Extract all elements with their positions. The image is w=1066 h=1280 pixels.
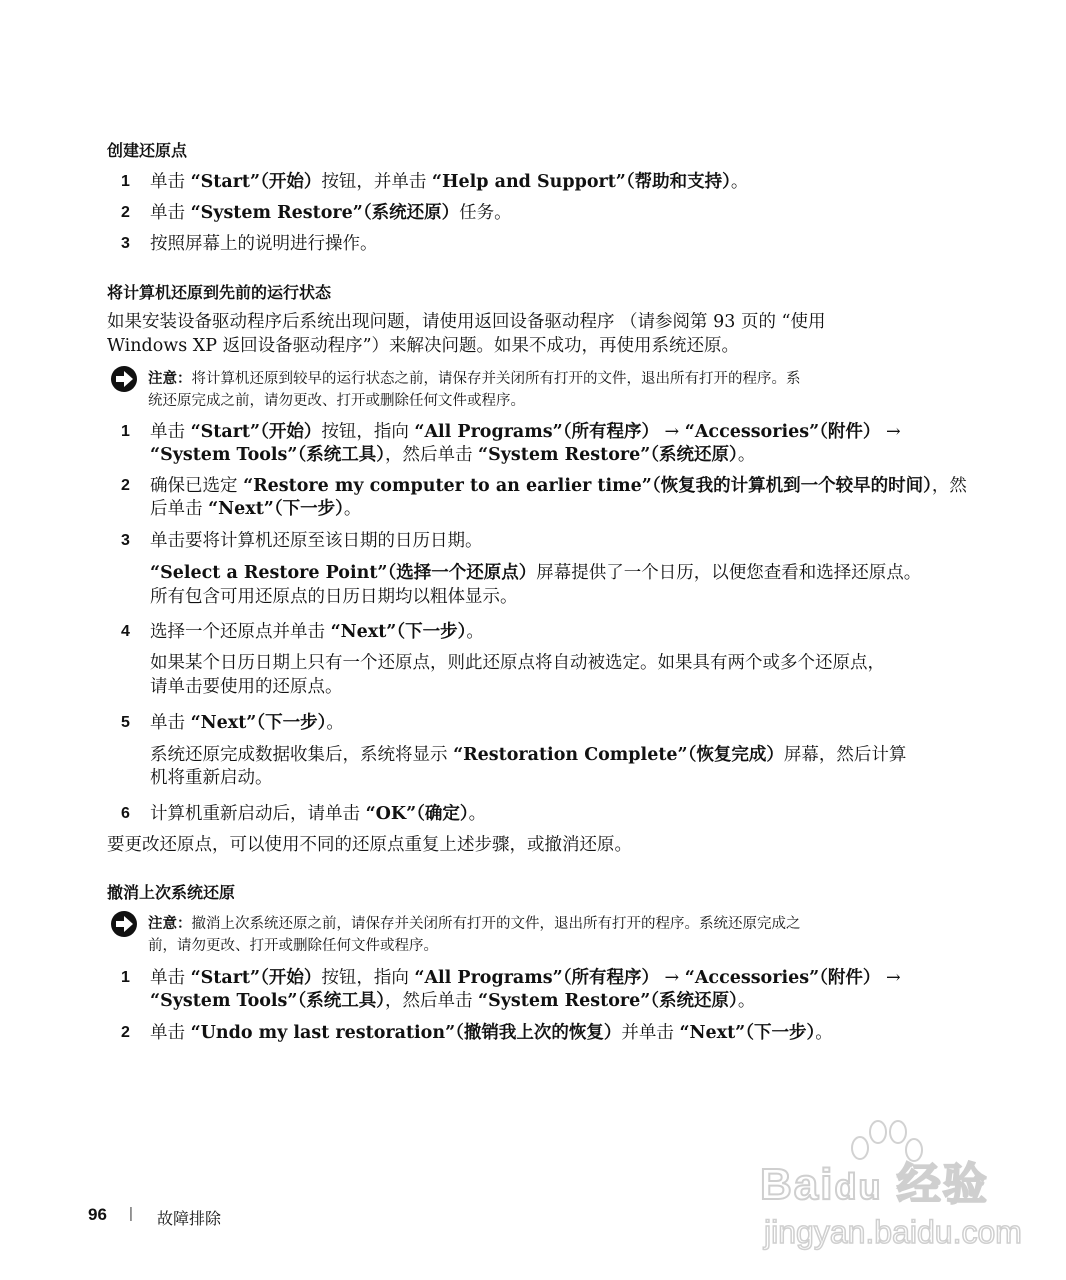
step-text bbox=[150, 621, 484, 643]
notice-text bbox=[148, 913, 801, 935]
footer-separator: | bbox=[129, 1205, 133, 1222]
paragraph-line bbox=[150, 586, 518, 608]
bold-term: “Next”（下一步） bbox=[208, 499, 344, 519]
step-text bbox=[150, 475, 967, 497]
step-text bbox=[150, 233, 378, 255]
text-segment: 按照屏幕上的说明进行操作。 bbox=[150, 234, 378, 254]
text-segment: 确保已选定 bbox=[150, 476, 244, 496]
page-number: 96 bbox=[88, 1205, 107, 1224]
text-segment: 单击 bbox=[150, 713, 191, 733]
bold-term: 注意： bbox=[148, 371, 192, 387]
step-number: 3 bbox=[121, 235, 130, 252]
baidu-jingyan-watermark bbox=[760, 1118, 1022, 1258]
bold-term: “Next”（下一步） bbox=[190, 713, 327, 733]
paragraph-line bbox=[150, 767, 273, 789]
bold-term: “Start”（开始） bbox=[190, 422, 322, 442]
bold-term: “System Restore”（系统还原） bbox=[478, 991, 738, 1011]
text-segment: → bbox=[658, 968, 685, 988]
step-number: 6 bbox=[121, 805, 130, 822]
step-text bbox=[150, 421, 901, 443]
text-segment: 计算机重新启动后，请单击 bbox=[150, 804, 366, 824]
bold-term: “Help and Support”（帮助和支持） bbox=[431, 172, 731, 192]
text-segment: 按钮，指向 bbox=[321, 422, 415, 442]
watermark-logo: Baidu 经验 bbox=[760, 1160, 989, 1209]
text-segment: 单击 bbox=[150, 203, 191, 223]
step-number: 1 bbox=[121, 423, 130, 440]
step-number: 2 bbox=[121, 477, 130, 494]
notice-arrow-icon bbox=[110, 365, 138, 393]
text-segment: 并单击 bbox=[621, 1023, 680, 1043]
paragraph-line bbox=[150, 498, 361, 520]
text-segment: 撤消上次系统还原之前，请保存并关闭所有打开的文件，退出所有打开的程序。系统还原完成之 bbox=[191, 916, 801, 932]
bold-term: “Next”（下一步） bbox=[679, 1023, 816, 1043]
text-segment: 单击要将计算机还原至该日期的日历日期。 bbox=[150, 531, 483, 551]
bold-term: “OK”（确定） bbox=[365, 804, 469, 824]
paragraph-line bbox=[150, 444, 755, 466]
bold-term: “System Tools”（系统工具） bbox=[150, 991, 385, 1011]
text-segment: 单击 bbox=[150, 968, 191, 988]
text-segment: ，然后单击 bbox=[384, 991, 479, 1011]
step-number: 4 bbox=[121, 623, 130, 640]
text-segment: 后单击 bbox=[150, 499, 209, 519]
text-segment: 单击 bbox=[150, 172, 191, 192]
step-text bbox=[150, 202, 512, 224]
bold-term: “System Restore”（系统还原） bbox=[478, 445, 738, 465]
bold-term: “Select a Restore Point”（选择一个还原点） bbox=[150, 563, 537, 583]
notice-text bbox=[148, 390, 525, 412]
text-segment: 前，请勿更改、打开或删除任何文件或程序。 bbox=[148, 938, 438, 954]
bold-term: “System Tools”（系统工具） bbox=[150, 445, 385, 465]
text-segment: 按钮，指向 bbox=[321, 968, 415, 988]
watermark-url: jingyan.baidu.com bbox=[764, 1214, 1022, 1250]
bold-term: “System Restore”（系统还原） bbox=[190, 203, 460, 223]
bold-term: “Accessories”（附件） bbox=[684, 968, 881, 988]
text-segment: 按钮，并单击 bbox=[321, 172, 432, 192]
text-segment: 请单击要使用的还原点。 bbox=[150, 677, 343, 697]
text-segment: → bbox=[658, 422, 685, 442]
step-number: 3 bbox=[121, 532, 130, 549]
bold-term: “Restoration Complete”（恢复完成） bbox=[453, 745, 784, 765]
step-number: 2 bbox=[121, 204, 130, 221]
text-segment: ，然 bbox=[931, 476, 967, 496]
step-number: 5 bbox=[121, 714, 130, 731]
notice-arrow-icon bbox=[110, 910, 138, 938]
text-segment: 要更改还原点，可以使用不同的还原点重复上述步骤，或撤消还原。 bbox=[107, 835, 632, 855]
paragraph-line bbox=[150, 990, 755, 1012]
step-number: 1 bbox=[121, 969, 130, 986]
text-segment: 如果安装设备驱动程序后系统出现问题，请使用返回设备驱动程序 （请参阅第 93 页的 “使用 bbox=[107, 312, 826, 332]
paragraph-line bbox=[107, 834, 632, 856]
step-text bbox=[150, 530, 483, 552]
text-segment: 单击 bbox=[150, 422, 191, 442]
text-segment: 系统还原完成数据收集后，系统将显示 bbox=[150, 745, 454, 765]
step-number: 1 bbox=[121, 173, 130, 190]
section-heading bbox=[107, 282, 331, 304]
bold-term: “Restore my computer to an earlier time”（恢复我的计算机到一个较早的时间） bbox=[243, 476, 932, 496]
paragraph-line bbox=[107, 335, 739, 357]
step-text bbox=[150, 967, 901, 989]
text-segment: 。 bbox=[737, 991, 756, 1011]
bold-term: “Accessories”（附件） bbox=[684, 422, 881, 442]
text-segment: 。 bbox=[343, 499, 362, 519]
text-segment: 。 bbox=[730, 172, 749, 192]
bold-term: “Next”（下一步） bbox=[330, 622, 467, 642]
text-segment: 如果某个日历日期上只有一个还原点，则此还原点将自动被选定。如果具有两个或多个还原点， bbox=[150, 653, 885, 673]
text-segment: 创建还原点 bbox=[107, 141, 188, 160]
text-segment: 。 bbox=[326, 713, 344, 733]
text-segment: 统还原完成之前，请勿更改、打开或删除任何文件或程序。 bbox=[148, 393, 525, 409]
step-text bbox=[150, 803, 486, 825]
chapter-title: 故障排除 bbox=[157, 1209, 222, 1228]
notice-text bbox=[148, 368, 801, 390]
text-segment: 。 bbox=[466, 622, 484, 642]
step-text bbox=[150, 712, 344, 734]
text-segment: 屏幕提供了一个日历，以便您查看和选择还原点。 bbox=[536, 563, 922, 583]
paragraph-line bbox=[107, 311, 825, 333]
step-text bbox=[150, 171, 748, 193]
text-segment: 。 bbox=[468, 804, 487, 824]
text-segment: → bbox=[880, 422, 901, 442]
text-segment: 单击 bbox=[150, 1023, 191, 1043]
text-segment: 撤消上次系统还原 bbox=[107, 883, 236, 902]
text-segment: 。 bbox=[737, 445, 756, 465]
paragraph-line bbox=[150, 562, 921, 584]
text-segment: → bbox=[880, 968, 901, 988]
text-segment: 将计算机还原到先前的运行状态 bbox=[107, 283, 332, 302]
bold-term: 注意： bbox=[148, 916, 192, 932]
notice-text bbox=[148, 935, 438, 957]
bold-term: “Undo my last restoration”（撤销我上次的恢复） bbox=[190, 1023, 622, 1043]
bold-term: “Start”（开始） bbox=[190, 968, 322, 988]
step-text bbox=[150, 1022, 833, 1044]
section-heading bbox=[107, 882, 235, 904]
section-heading bbox=[107, 140, 187, 162]
text-segment: ，然后单击 bbox=[384, 445, 479, 465]
step-number: 2 bbox=[121, 1024, 130, 1041]
bold-term: “All Programs”（所有程序） bbox=[414, 422, 659, 442]
text-segment: 将计算机还原到较早的运行状态之前，请保存并关闭所有打开的文件，退出所有打开的程序。系 bbox=[191, 371, 801, 387]
paragraph-line bbox=[150, 676, 343, 698]
text-segment: 任务。 bbox=[459, 203, 512, 223]
bold-term: “Start”（开始） bbox=[190, 172, 322, 192]
bold-term: “All Programs”（所有程序） bbox=[414, 968, 659, 988]
text-segment: 。 bbox=[815, 1023, 833, 1043]
paragraph-line bbox=[150, 744, 906, 766]
text-segment: 机将重新启动。 bbox=[150, 768, 273, 788]
text-segment: Windows XP 返回设备驱动程序”）来解决问题。如果不成功，再使用系统还原。 bbox=[107, 336, 740, 356]
paragraph-line bbox=[150, 652, 885, 674]
text-segment: 选择一个还原点并单击 bbox=[150, 622, 331, 642]
text-segment: 屏幕，然后计算 bbox=[783, 745, 907, 765]
text-segment: 所有包含可用还原点的日历日期均以粗体显示。 bbox=[150, 587, 518, 607]
